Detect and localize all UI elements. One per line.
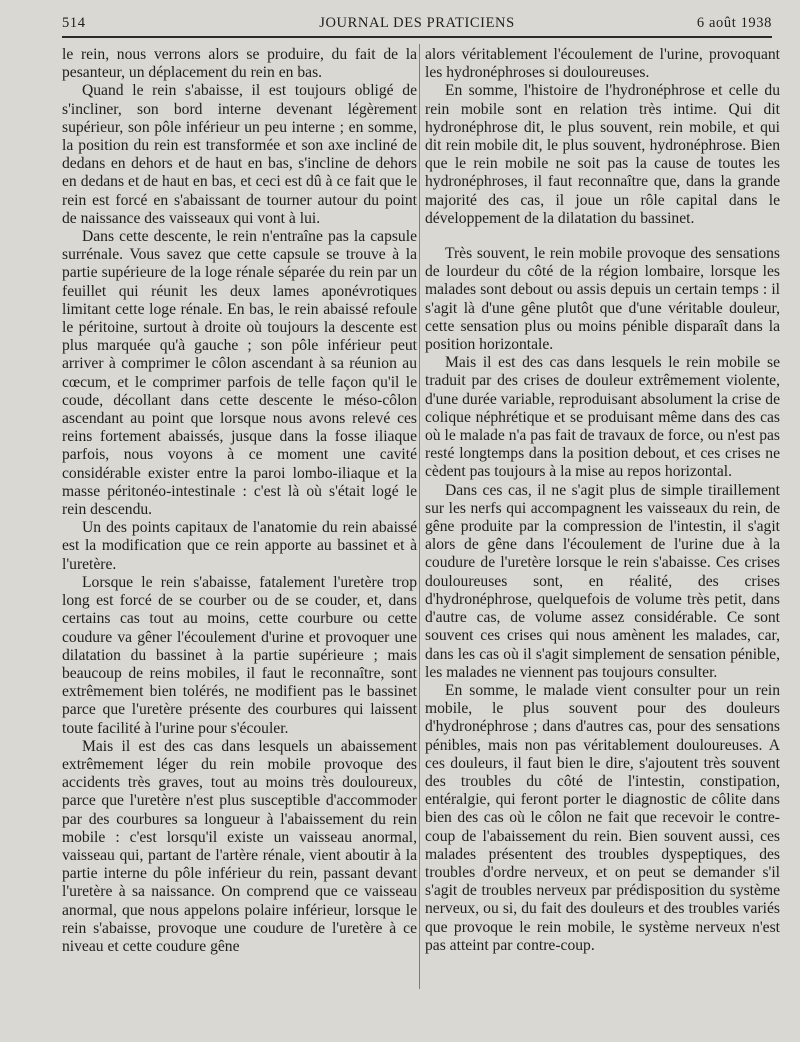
paragraph: Lorsque le rein s'abaisse, fatalement l'uretère trop long est forcé de se courber ou de se couder, et, dans certains cas tout au moins, cette courbure ou cette coudure va gêner l'écoulement d'urine et provoquer une dilatation du bassinet à la partie supérieure ; mais beaucoup de reins mobiles, il faut le reconnaître, sont extrêmement bien tolérés, ne modifient pas le bassinet parce que l'uretère présente des courbures qui laissent toute facilité à l'urine pour s'écouler.	[62, 573, 417, 737]
issue-date: 6 août 1938	[696, 15, 772, 31]
paragraph: En somme, le malade vient consulter pour un rein mobile, le plus souvent pour des douleurs d'hydronéphrose ; dans d'autres cas, pour des sensations pénibles, mais non pas véritablement douloureuses. A ces douleurs, il faut bien le dire, s'ajoutent très souvent des troubles du côté de l'intestin, constipation, entéralgie, qui feront porter le diagnostic de côlite dans bien des cas où le côlon ne fait que recevoir le contre-coup de l'abaissement du rein. Bien souvent aussi, ces malades présentent des troubles dyspeptiques, des troubles d'ordre nerveux, et on peut se demander s'il s'agit de troubles nerveux par prédisposition du système nerveux, ou si, du fait des douleurs et des troubles variés que provoque le rein mobile, le système nerveux n'est pas atteint par contre-coup.	[425, 681, 780, 954]
paragraph: alors véritablement l'écoulement de l'urine, provoquant les hydronéphroses si douloureuses.	[425, 46, 780, 82]
journal-title: JOURNAL DES PRATICIENS	[319, 15, 515, 31]
paragraph: En somme, l'histoire de l'hydronéphrose et celle du rein mobile sont en relation très intime. Qui dit hydronéphrose dit, le plus souvent, rein mobile, et qui dit rein mobile dit, le plus souvent, hydronéphrose. Bien que le rein mobile ne soit pas la cause de toutes les hydronéphroses, il faut reconnaître que, dans la grande majorité des cas, il joue un rôle capital dans le développement de la dilatation du bassinet.	[425, 82, 780, 227]
paragraph: Dans cette descente, le rein n'entraîne pas la capsule surrénale. Vous savez que cette capsule se trouve à la partie supérieure de la loge rénale séparée du rein par un feuillet qui réunit les deux lames aponévrotiques limitant cette loge rénale. En bas, le rein abaissé refoule le péritoine, surtout à droite où toujours la descente est plus marquée qu'à gauche ; son pôle inférieur peut arriver à comprimer le côlon ascendant à sa réunion au cœcum, et le comprimer parfois de telle façon qu'il le coude, décollant dans cette descente le méso-côlon ascendant au point que lorsque nous avons relevé ces reins fortement abaissés, jusque dans la fosse iliaque parfois, nous voyons à ce moment une cavité considérable exister entre la paroi lombo-iliaque et la masse péritonéo-intestinale : c'est là où s'était logé le rein descendu.	[62, 228, 417, 519]
paragraph: Un des points capitaux de l'anatomie du rein abaissé est la modification que ce rein apporte au bassinet et à l'uretère.	[62, 519, 417, 573]
paragraph: Quand le rein s'abaisse, il est toujours obligé de s'incliner, son bord interne devenant légèrement supérieur, son pôle inférieur un peu interne ; en somme, la position du rein est transformée et son axe incliné de dedans en dehors et de haut en bas, s'incline de dehors en dedans et de haut en bas, et ceci est dû à ce fait que le rein est forcé en s'abaissant de tourner autour du point de naissance des vaisseaux qui vont à lui.	[62, 82, 417, 227]
right-column	[425, 46, 780, 955]
page-number: 514	[62, 15, 86, 31]
page-header	[62, 12, 772, 38]
paragraph: Très souvent, le rein mobile provoque des sensations de lourdeur du côté de la région lombaire, lorsque les malades sont debout ou assis depuis un certain temps : il s'agit là d'une gêne plutôt que d'une véritable douleur, cette sensation plus ou moins pénible disparaît dans la position horizontale.	[425, 245, 780, 354]
paragraph: Mais il est des cas dans lesquels le rein mobile se traduit par des crises de douleur extrêmement violente, d'une durée variable, reproduisant absolument la crise de colique néphrétique et se produisant même dans des cas où le malade n'a pas fait de travaux de force, ou n'est pas resté longtemps dans la position debout, et ces crises ne cèdent pas toujours à la mise au repos horizontal.	[425, 354, 780, 481]
paragraph: Dans ces cas, il ne s'agit plus de simple tiraillement sur les nerfs qui accompagnent les vaisseaux du rein, de gêne produite par la compression de l'intestin, il s'agit alors de gêne dans l'écoulement de l'urine due à la coudure de l'uretère lorsque le rein s'abaisse. Ces crises douloureuses sont, en réalité, des crises d'hydronéphrose, quelquefois de volume très petit, dans d'autre cas, de volume assez considérable. Ce sont souvent ces crises qui nous amènent les malades, car, dans les cas où il s'agit simplement de sensation pénible, les malades ne viennent pas toujours consulter.	[425, 481, 780, 681]
left-column	[62, 46, 417, 956]
paragraph: Mais il est des cas dans lesquels un abaissement extrêmement léger du rein mobile provoque des accidents très graves, tout au moins très douloureux, parce que l'uretère n'est plus susceptible d'accommoder par des courbures sa longueur à l'abaissement du rein mobile : c'est lorsqu'il existe un vaisseau anormal, vaisseau qui, partant de l'artère rénale, vient aboutir à la partie interne du pôle inférieur du rein, passant devant l'uretère à sa naissance. On comprend que ce vaisseau anormal, que nous appelons polaire inférieur, lorsque le rein s'abaisse, provoque une coudure de l'uretère à ce niveau et cette coudure gêne	[62, 737, 417, 955]
paragraph: le rein, nous verrons alors se produire, du fait de la pesanteur, un déplacement du rein en bas.	[62, 46, 417, 82]
column-divider	[419, 44, 420, 989]
